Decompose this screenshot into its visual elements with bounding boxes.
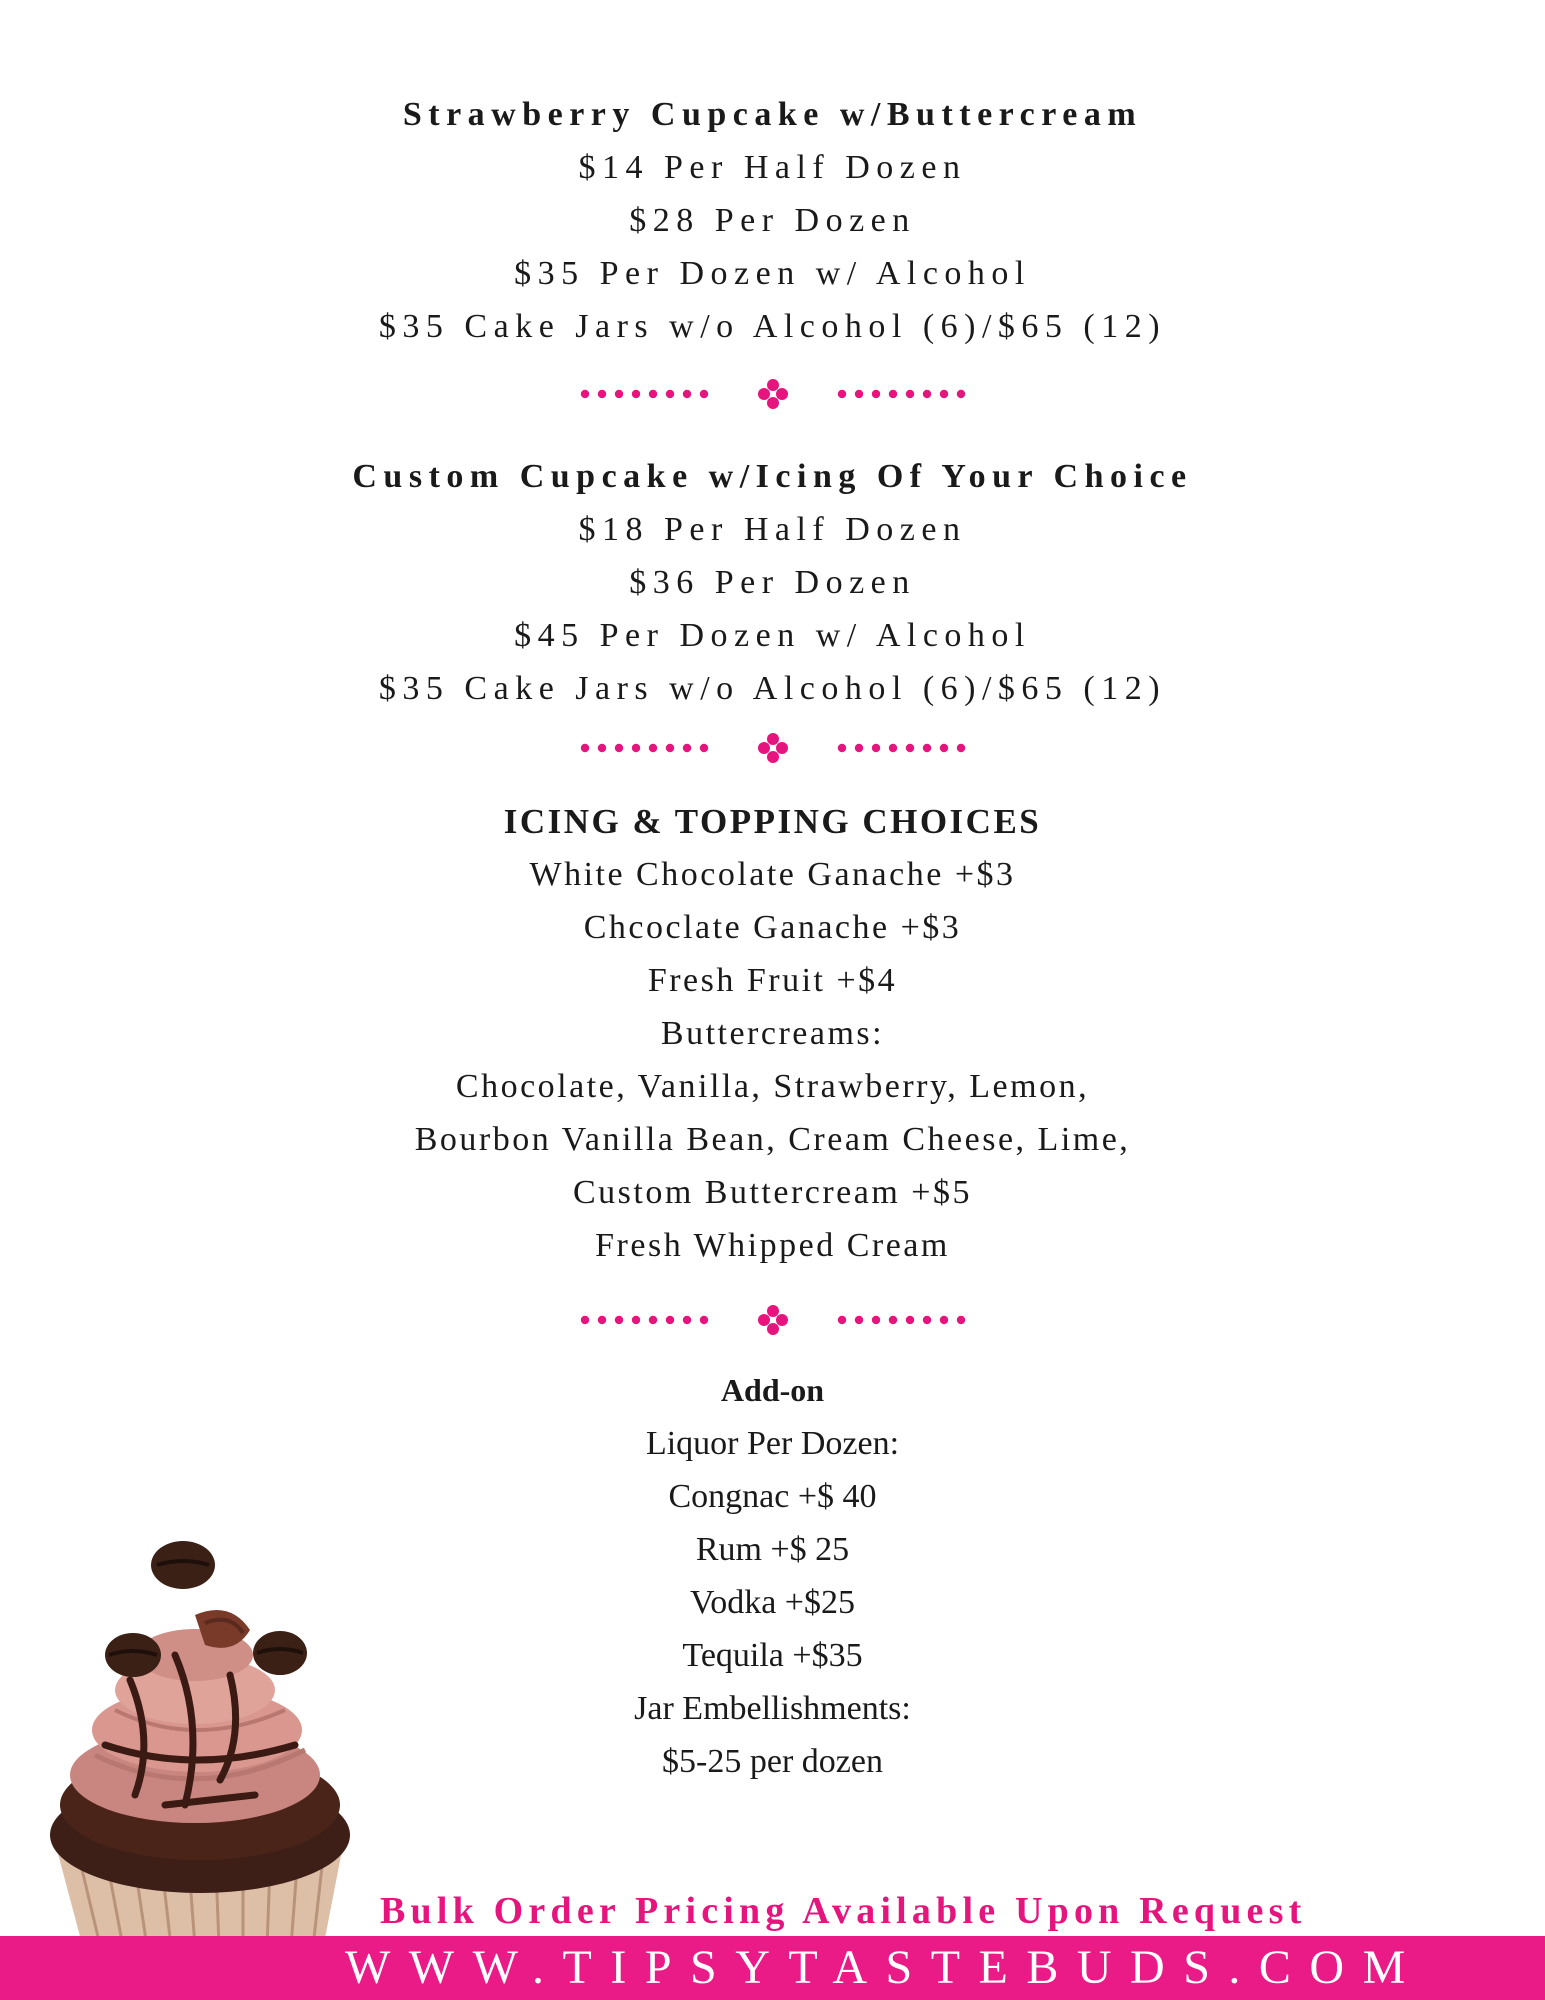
addon-title: Add-on xyxy=(720,1372,825,1408)
strawberry-title: Strawberry Cupcake w/Buttercream xyxy=(402,96,1143,133)
custom-dozen-alcohol-price: $45 Per Dozen w/ Alcohol xyxy=(514,617,1031,654)
icing-item: Fresh Fruit +$4 xyxy=(647,962,898,999)
icing-item: Bourbon Vanilla Bean, Cream Cheese, Lime, xyxy=(414,1121,1131,1158)
icing-item: White Chocolate Ganache +$3 xyxy=(529,856,1016,893)
divider-ornament xyxy=(580,1305,966,1335)
addon-item: Jar Embellishments: xyxy=(634,1690,911,1727)
addon-item: $5-25 per dozen xyxy=(662,1743,883,1780)
custom-cake-jars-price: $35 Cake Jars w/o Alcohol (6)/$65 (12) xyxy=(378,670,1167,707)
strawberry-cake-jars-price: $35 Cake Jars w/o Alcohol (6)/$65 (12) xyxy=(378,308,1167,345)
icing-item: Fresh Whipped Cream xyxy=(595,1227,950,1264)
custom-half-dozen-price: $18 Per Half Dozen xyxy=(578,511,967,548)
icing-item: Chocolate, Vanilla, Strawberry, Lemon, xyxy=(455,1068,1090,1105)
custom-cupcake-section xyxy=(0,450,1545,715)
divider-ornament xyxy=(580,733,966,763)
addon-item: Tequila +$35 xyxy=(682,1637,863,1674)
divider-ornament xyxy=(580,379,966,409)
strawberry-cupcake-section xyxy=(0,88,1545,353)
addon-item: Liquor Per Dozen: xyxy=(645,1425,900,1462)
icing-item: Custom Buttercream +$5 xyxy=(572,1174,972,1211)
addon-item: Vodka +$25 xyxy=(690,1584,855,1621)
icing-title: ICING & TOPPING CHOICES xyxy=(503,802,1042,841)
strawberry-dozen-alcohol-price: $35 Per Dozen w/ Alcohol xyxy=(514,255,1031,292)
custom-title: Custom Cupcake w/Icing Of Your Choice xyxy=(352,458,1193,495)
strawberry-half-dozen-price: $14 Per Half Dozen xyxy=(578,149,967,186)
cupcake-image xyxy=(45,1505,390,2000)
addon-item: Congnac +$ 40 xyxy=(668,1478,877,1515)
bulk-order-notice: Bulk Order Pricing Available Upon Request xyxy=(380,1890,1307,1932)
icing-topping-section xyxy=(0,795,1545,1272)
addon-item: Rum +$ 25 xyxy=(695,1531,850,1568)
icing-item: Buttercreams: xyxy=(660,1015,885,1052)
custom-dozen-price: $36 Per Dozen xyxy=(629,564,916,601)
website-url[interactable]: WWW.TIPSYTASTEBUDS.COM xyxy=(345,1941,1424,1994)
icing-item: Chcoclate Ganache +$3 xyxy=(583,909,962,946)
strawberry-dozen-price: $28 Per Dozen xyxy=(629,202,916,239)
